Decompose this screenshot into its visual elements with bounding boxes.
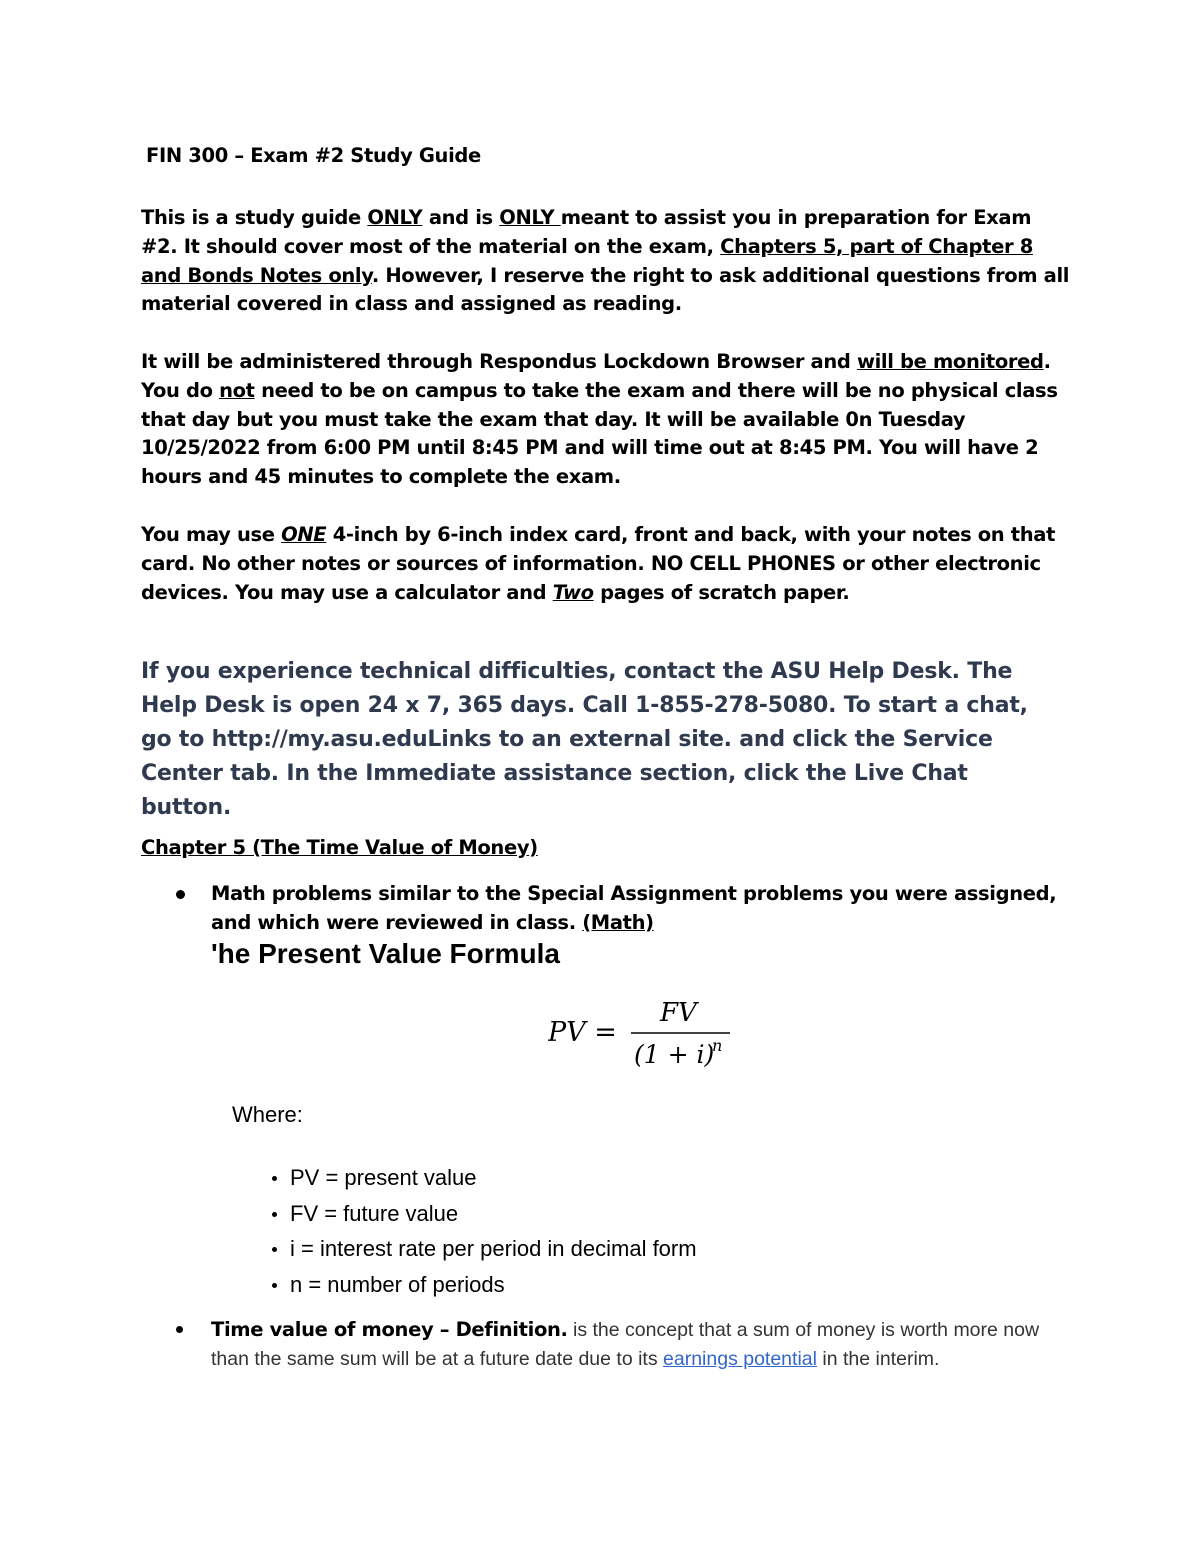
index-card-paragraph xyxy=(141,521,1071,607)
present-value-formula-title: 'he Present Value Formula xyxy=(211,938,561,969)
chapters-coverage: Chapters 5, part of Chapter 8 and Bonds Notes only xyxy=(141,234,1033,287)
formula-numerator: FV xyxy=(660,998,697,1028)
definition-text-2: in the interim. xyxy=(816,1347,940,1370)
earnings-potential-link[interactable]: earnings potential xyxy=(663,1347,817,1370)
intro-text-3: meant to assist you in preparation for Exam #2. It should cover most of the material on the exam, xyxy=(141,206,1032,258)
only-emphasis-1: ONLY xyxy=(367,206,423,229)
list-item: n = number of periods xyxy=(272,1267,697,1303)
math-problems-bullet xyxy=(211,880,1071,938)
card-text-3: pages of scratch paper. xyxy=(593,580,850,604)
bullet-dot-icon xyxy=(176,890,185,899)
help-desk-notice: If you experience technical difficulties, contact the ASU Help Desk. The Help Desk is open 24 x 7, 365 days. Call 1-855-278-5080. To start a chat, go to http://my.asu.eduLinks to an external site. and click the Service Center tab. In the Immediate assistance section, click the Live Chat button. xyxy=(141,659,1028,820)
chapter-5-heading: Chapter 5 (The Time Value of Money) xyxy=(141,836,538,859)
one-emphasis: ONE xyxy=(281,523,327,546)
admin-text-2: . You do xyxy=(141,350,1051,402)
admin-text-3: need to be on campus to take the exam and there will be no physical class that day but you must take the exam that day. It will be available 0n Tuesday 10/25/2022 from 6:00 PM until 8:45 PM and will time out at 8:45 PM. You will have 2 hours and 45 minutes to complete the exam. xyxy=(141,378,1058,489)
formula-denominator: (1 + i) xyxy=(634,1040,715,1069)
document-title: FIN 300 – Exam #2 Study Guide xyxy=(146,144,481,167)
list-item: FV = future value xyxy=(272,1196,697,1232)
definition-text-1: is the concept that a sum of money is worth more now than the same sum will be at a future date due to its xyxy=(211,1319,1040,1370)
intro-text-4: . However, I reserve the right to ask additional questions from all material covered in class and assigned as reading. xyxy=(141,263,1070,316)
administration-paragraph xyxy=(141,348,1071,492)
list-item: i = interest rate per period in decimal form xyxy=(272,1231,697,1267)
variable-definitions-list xyxy=(272,1160,697,1302)
intro-paragraph xyxy=(141,204,1071,319)
card-text-1: You may use xyxy=(141,523,282,546)
math-problems-text: Math problems similar to the Special Assignment problems you were assigned, and which were reviewed in class. xyxy=(211,882,1057,934)
formula-exponent: n xyxy=(712,1036,723,1055)
monitored-emphasis: will be monitored xyxy=(856,350,1044,373)
present-value-formula xyxy=(548,995,748,1075)
two-emphasis: Two xyxy=(552,580,594,604)
time-value-definition-bullet xyxy=(211,1316,1071,1373)
definition-lead: Time value of money – Definition. xyxy=(211,1318,568,1341)
intro-text-1: This is a study guide xyxy=(141,206,368,229)
intro-text-2: and is xyxy=(422,206,500,229)
list-item: PV = present value xyxy=(272,1160,697,1196)
math-tag: (Math) xyxy=(582,910,654,934)
where-label: Where: xyxy=(232,1102,303,1127)
formula-lhs: PV = xyxy=(548,1017,617,1048)
card-text-2: 4-inch by 6-inch index card, front and back, with your notes on that card. No other notes or sources of information. NO CELL PHONES or other electronic devices. You may use a calculator and xyxy=(141,523,1056,604)
admin-text-1: It will be administered through Respondus Lockdown Browser and xyxy=(141,350,857,373)
only-emphasis-2: ONLY xyxy=(499,206,561,229)
bullet-dot-icon xyxy=(176,1326,183,1333)
not-emphasis: not xyxy=(219,378,255,402)
